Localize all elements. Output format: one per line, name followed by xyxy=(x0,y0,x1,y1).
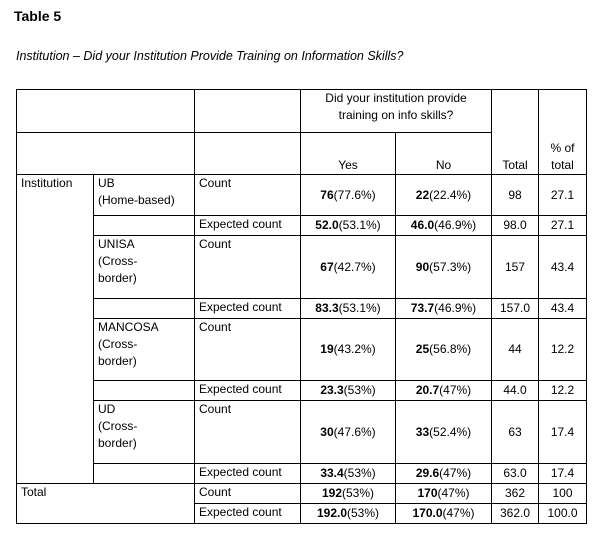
group-name-line: MANCOSA xyxy=(98,320,159,334)
header-blank xyxy=(17,133,94,175)
pct-cell: 12.2 xyxy=(539,319,587,381)
group-name-line: (Cross- xyxy=(98,419,138,433)
total-cell: 98 xyxy=(492,175,539,216)
yes-value: 76 xyxy=(320,187,334,202)
yes-value: 83.3 xyxy=(315,301,339,315)
yes-percent: (47.6%) xyxy=(333,424,376,439)
no-percent: (47%) xyxy=(439,466,472,480)
count-label: Count xyxy=(195,319,301,381)
group-blank xyxy=(94,299,195,319)
no-value: 29.6 xyxy=(415,466,440,480)
total-row-label: Total xyxy=(17,484,94,504)
no-cell xyxy=(396,299,492,319)
yes-percent: (53%) xyxy=(342,486,375,500)
group-blank xyxy=(94,216,195,236)
group-name-line: (Cross- xyxy=(98,337,138,351)
yes-cell xyxy=(301,401,396,464)
no-cell xyxy=(396,504,492,524)
header-blank xyxy=(492,90,539,133)
group-name-line: UNISA xyxy=(98,237,135,251)
no-percent: (52.4%) xyxy=(429,424,472,439)
total-cell: 157.0 xyxy=(492,299,539,319)
yes-value: 23.3 xyxy=(320,383,344,397)
no-value: 90 xyxy=(415,259,430,274)
total-cell: 63.0 xyxy=(492,464,539,484)
institution-blank xyxy=(17,299,94,319)
pct-header-line: % of xyxy=(550,141,575,155)
no-value: 20.7 xyxy=(415,383,440,397)
yes-value: 192.0 xyxy=(316,506,347,520)
yes-cell xyxy=(301,236,396,299)
yes-percent: (42.7%) xyxy=(333,259,376,274)
no-percent: (56.8%) xyxy=(429,342,472,356)
yes-percent: (53%) xyxy=(343,466,376,480)
count-label: Count xyxy=(195,484,301,504)
pct-cell: 12.2 xyxy=(539,381,587,401)
institution-blank xyxy=(17,236,94,299)
no-value: 33 xyxy=(415,424,430,439)
yes-value: 52.0 xyxy=(315,218,339,232)
yes-cell xyxy=(301,484,396,504)
no-value: 170.0 xyxy=(412,506,443,520)
no-value: 22 xyxy=(415,187,430,202)
no-value: 25 xyxy=(415,342,430,356)
table-subtitle: Institution – Did your Institution Provide Training on Information Skills? xyxy=(16,49,404,63)
yes-cell xyxy=(301,381,396,401)
pct-cell: 27.1 xyxy=(539,216,587,236)
yes-percent: (53%) xyxy=(347,506,380,520)
pct-cell: 43.4 xyxy=(539,236,587,299)
pct-cell: 27.1 xyxy=(539,175,587,216)
header-blank xyxy=(17,90,94,133)
yes-cell xyxy=(301,319,396,381)
total-cell: 362 xyxy=(492,484,539,504)
no-cell xyxy=(396,175,492,216)
pct-total-header xyxy=(539,133,587,175)
table-title: Table 5 xyxy=(14,8,62,24)
no-cell xyxy=(396,464,492,484)
total-blank xyxy=(94,504,195,524)
pct-cell: 43.4 xyxy=(539,299,587,319)
institution-label: Institution xyxy=(17,175,94,216)
group-name-line: border) xyxy=(98,436,137,450)
group-name-line: UB xyxy=(98,176,115,190)
total-cell: 44.0 xyxy=(492,381,539,401)
yes-value: 30 xyxy=(320,424,334,439)
total-cell: 98.0 xyxy=(492,216,539,236)
yes-percent: (53%) xyxy=(343,383,376,397)
total-cell: 44 xyxy=(492,319,539,381)
question-line: training on info skills? xyxy=(338,108,454,122)
pct-header-line: total xyxy=(551,158,574,172)
no-percent: (57.3%) xyxy=(429,259,472,274)
yes-value: 19 xyxy=(320,342,334,356)
total-cell: 63 xyxy=(492,401,539,464)
no-cell xyxy=(396,236,492,299)
expected-label: Expected count xyxy=(195,381,301,401)
no-header: No xyxy=(396,133,492,175)
group-name-line: UD xyxy=(98,402,116,416)
expected-label: Expected count xyxy=(195,216,301,236)
yes-percent: (53.1%) xyxy=(338,301,381,315)
no-value: 73.7 xyxy=(410,301,435,315)
no-cell xyxy=(396,381,492,401)
group-name-line: border) xyxy=(98,354,137,368)
no-cell xyxy=(396,401,492,464)
no-percent: (22.4%) xyxy=(429,187,472,202)
question-header xyxy=(301,90,492,133)
pct-cell: 100 xyxy=(539,484,587,504)
count-label: Count xyxy=(195,401,301,464)
group-name-line: (Home-based) xyxy=(98,193,175,207)
expected-label: Expected count xyxy=(195,464,301,484)
no-cell xyxy=(396,216,492,236)
yes-cell xyxy=(301,175,396,216)
expected-label: Expected count xyxy=(195,504,301,524)
pct-cell: 17.4 xyxy=(539,464,587,484)
no-percent: (46.9%) xyxy=(434,301,477,315)
group-name-unisa xyxy=(94,236,195,299)
expected-label: Expected count xyxy=(195,299,301,319)
total-blank xyxy=(17,504,94,524)
no-percent: (46.9%) xyxy=(434,218,477,232)
group-name-ub xyxy=(94,175,195,216)
header-blank xyxy=(539,90,587,133)
pct-cell: 100.0 xyxy=(539,504,587,524)
yes-value: 67 xyxy=(320,259,334,274)
question-line: Did your institution provide xyxy=(325,91,467,105)
header-blank xyxy=(94,90,195,133)
yes-value: 33.4 xyxy=(320,466,344,480)
total-blank xyxy=(94,484,195,504)
count-label: Count xyxy=(195,175,301,216)
yes-cell xyxy=(301,464,396,484)
header-blank xyxy=(195,133,301,175)
no-cell xyxy=(396,484,492,504)
group-name-mancosa xyxy=(94,319,195,381)
no-percent: (47%) xyxy=(442,506,475,520)
institution-blank xyxy=(17,401,94,464)
total-cell: 362.0 xyxy=(492,504,539,524)
total-header: Total xyxy=(492,133,539,175)
no-value: 170 xyxy=(417,486,438,500)
total-cell: 157 xyxy=(492,236,539,299)
yes-cell xyxy=(301,504,396,524)
yes-percent: (53.1%) xyxy=(338,218,381,232)
yes-percent: (43.2%) xyxy=(333,342,376,356)
institution-blank xyxy=(17,216,94,236)
group-name-ud xyxy=(94,401,195,464)
no-value: 46.0 xyxy=(410,218,435,232)
count-label: Count xyxy=(195,236,301,299)
no-cell xyxy=(396,319,492,381)
institution-blank xyxy=(17,319,94,381)
group-blank xyxy=(94,464,195,484)
yes-cell xyxy=(301,299,396,319)
group-blank xyxy=(94,381,195,401)
no-percent: (47%) xyxy=(437,486,470,500)
institution-blank xyxy=(17,464,94,484)
yes-header: Yes xyxy=(301,133,396,175)
institution-blank xyxy=(17,381,94,401)
yes-percent: (77.6%) xyxy=(333,187,376,202)
group-name-line: border) xyxy=(98,271,137,285)
header-blank xyxy=(94,133,195,175)
no-percent: (47%) xyxy=(439,383,472,397)
pct-cell: 17.4 xyxy=(539,401,587,464)
group-name-line: (Cross- xyxy=(98,254,138,268)
yes-value: 192 xyxy=(321,486,342,500)
header-blank xyxy=(195,90,301,133)
crosstab-table xyxy=(16,89,587,524)
yes-cell xyxy=(301,216,396,236)
